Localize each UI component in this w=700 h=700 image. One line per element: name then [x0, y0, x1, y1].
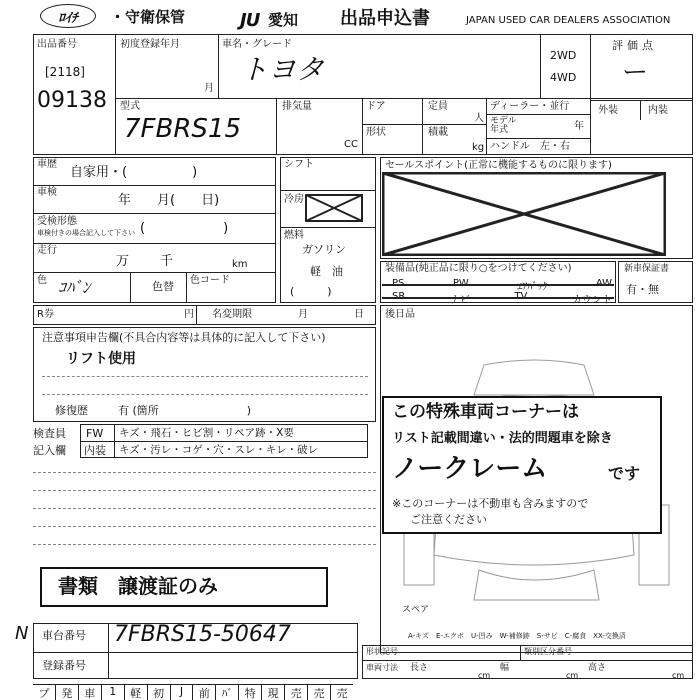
mileage-sen: 千: [160, 254, 174, 269]
equip-pw: PW: [452, 278, 469, 289]
equipment-label: 装備品(純正品に限り○をつけてください): [385, 263, 572, 274]
bottom-cell: 特: [239, 685, 262, 700]
bottom-cell: ﾊﾞ: [216, 685, 239, 700]
posterior-label: 後日品: [385, 309, 415, 320]
documents-value: 書類 譲渡証のみ: [58, 574, 218, 598]
reg-no-label: 登録番号: [42, 659, 86, 672]
model-label: 型式: [120, 101, 140, 112]
displacement-unit: CC: [344, 139, 358, 150]
equip-aw: AW: [595, 278, 612, 289]
corner-label: ・守衛保管: [110, 8, 186, 26]
first-reg-label: 初度登録年月: [120, 39, 180, 50]
form-title: 出品申込書: [340, 8, 430, 29]
special-line3: ノークレーム: [392, 454, 548, 484]
equipment-strike2: [382, 297, 614, 299]
stamp-oval: ﾛｲﾁ: [40, 4, 96, 28]
history-label: 車歴: [37, 159, 57, 170]
rating-value: ー: [622, 58, 649, 88]
r-ticket-label: R券: [37, 309, 54, 320]
r-ticket-frame: [33, 305, 376, 325]
bottom-cell: 発: [56, 685, 79, 700]
door-label: ドア: [366, 101, 386, 112]
width-label: 幅: [500, 663, 510, 673]
bottom-cell: 車: [79, 685, 102, 700]
chassis-value: 7FBRS15-50647: [114, 622, 291, 647]
sales-point-cross: [382, 172, 666, 256]
aircon-label: 冷房: [284, 194, 304, 205]
checker-label-1: 検査員: [33, 427, 66, 440]
equip-tv: TV: [514, 291, 528, 302]
color-value: ｺﾊﾞﾝ: [58, 278, 91, 297]
car-name-label: 車名・グレード: [222, 39, 292, 50]
length-label: 長さ: [410, 663, 429, 673]
model-year-label: モデル: [490, 116, 517, 126]
shift-label: シフト: [284, 159, 314, 170]
drive-2wd: 2WD: [550, 49, 577, 62]
special-line5: ご注意ください: [410, 513, 487, 526]
repair-label: 修復歴: [55, 404, 88, 417]
size-label: 車両寸法: [366, 663, 398, 672]
recall-label: 受検形態: [37, 216, 77, 227]
ju-logo: JU: [240, 10, 260, 31]
r-ticket-unit: 円: [184, 309, 194, 320]
fuel-gasoline: ガソリン: [302, 243, 346, 256]
chassis-mark: N: [15, 623, 29, 644]
special-line1: この特殊車両コーナーは: [392, 402, 579, 422]
name-change-month: 月: [298, 309, 308, 320]
inspection-label: 車検: [37, 187, 57, 198]
checker-label-2: 記入欄: [33, 444, 66, 457]
bottom-row: [33, 684, 353, 700]
warranty-label: 新車保証書: [624, 264, 670, 274]
bottom-cell: 前: [193, 685, 216, 700]
shape-label: 形状: [366, 127, 386, 138]
recall-note: 車検付きの場合記入して下さい: [37, 229, 135, 237]
notes-label: 注意事項申告欄(不具合内容等は具体的に記入して下さい): [42, 331, 326, 344]
car-name-value: トヨタ: [240, 53, 325, 86]
bottom-cell: プ: [33, 685, 56, 700]
mileage-man: 万: [116, 254, 130, 269]
equip-airbag: ｴｱﾊﾞｯｸ: [517, 282, 548, 293]
name-change-label: 名変期限: [212, 309, 252, 320]
dealer-label: ディーラー・並行: [490, 101, 570, 112]
bottom-cell: J: [171, 685, 194, 700]
load-unit: kg: [472, 142, 485, 153]
fuel-label: 燃料: [284, 230, 304, 241]
fuel-diesel: 軽 油: [310, 265, 343, 278]
ext-label: 外装: [598, 105, 618, 116]
equipment-strike1: [382, 284, 614, 286]
checker-fw-items: キズ・飛石・ヒビ割・リペア跡・X要: [119, 427, 294, 439]
cm-unit-1: cm: [478, 671, 491, 680]
handle-label: ハンドル 左・右: [490, 141, 570, 152]
checker-int-items: キズ・汚レ・コゲ・穴・スレ・キレ・破レ: [119, 444, 319, 456]
checker-fw: FW: [86, 427, 104, 440]
warranty-value: 有・無: [626, 283, 659, 296]
aircon-cross: [305, 194, 363, 222]
notes-value: リフト使用: [66, 351, 136, 367]
org-name: 愛知: [268, 11, 299, 29]
capacity-unit: 人: [474, 113, 484, 124]
bottom-cell: 1: [102, 685, 125, 700]
shape-code-label: 形状記号: [366, 647, 398, 656]
bottom-cell: 売: [285, 685, 308, 700]
model-value: 7FBRS15: [124, 114, 241, 144]
special-line2: リスト記載間違い・法的問題車を除き: [392, 431, 613, 446]
cm-unit-3: cm: [672, 671, 685, 680]
special-line4: ※このコーナーは不動車も含みますので: [392, 497, 589, 510]
special-line3b: です: [608, 464, 641, 483]
repair-value: 有 (箇所 ): [118, 404, 252, 417]
mileage-label: 走行: [37, 245, 57, 256]
class-no-label: 類別区分番号: [524, 647, 572, 656]
first-reg-month: 月: [204, 83, 214, 94]
year-unit: 年: [574, 121, 584, 132]
color-code-label: 色コード: [190, 275, 230, 286]
mileage-unit: km: [232, 259, 248, 270]
bottom-cell: 売: [308, 685, 331, 700]
equip-ps: PS: [392, 278, 405, 289]
recall-value: ( ): [140, 221, 229, 236]
damage-legend: A-キズ E-エクボ U-凹み W-補修跡 S-サビ C-腐食 XX-交換済: [408, 632, 626, 640]
cm-unit-2: cm: [566, 671, 579, 680]
checker-int: 内装: [84, 444, 106, 457]
bottom-cell: 売: [336, 687, 348, 700]
lot-sub: [2118]: [45, 65, 85, 79]
lot-label: 出品番号: [37, 39, 77, 50]
sales-point-label: セールスポイント(正常に機能するものに限ります): [385, 160, 612, 171]
spare-label: スペア: [402, 605, 430, 615]
load-label: 積載: [428, 127, 448, 138]
rating-label: 評価点: [612, 39, 657, 52]
bottom-cell: 現: [262, 685, 285, 700]
equip-sr: SR: [392, 291, 406, 302]
bottom-cell: 初: [148, 685, 171, 700]
inspection-value: 年 月( 日): [118, 193, 220, 208]
fuel-other: ( ): [290, 285, 332, 298]
name-change-day: 日: [354, 309, 364, 320]
int-label: 内装: [648, 105, 668, 116]
org-english: JAPAN USED CAR DEALERS ASSOCIATION: [466, 15, 671, 26]
year-label: 年式: [490, 125, 509, 135]
chassis-label: 車台番号: [42, 629, 86, 642]
bottom-cell: 軽: [125, 685, 148, 700]
color-label: 色: [37, 275, 47, 286]
capacity-label: 定員: [428, 101, 448, 112]
equip-navi: ナビ: [449, 295, 470, 306]
equip-count: カウント: [571, 295, 612, 306]
height-label: 高さ: [588, 663, 607, 673]
color-change-label: 色替: [152, 280, 174, 293]
drive-4wd: 4WD: [550, 71, 577, 84]
history-value: 自家用・( ): [70, 165, 198, 180]
displacement-label: 排気量: [282, 101, 312, 112]
lot-number: 09138: [37, 88, 107, 113]
